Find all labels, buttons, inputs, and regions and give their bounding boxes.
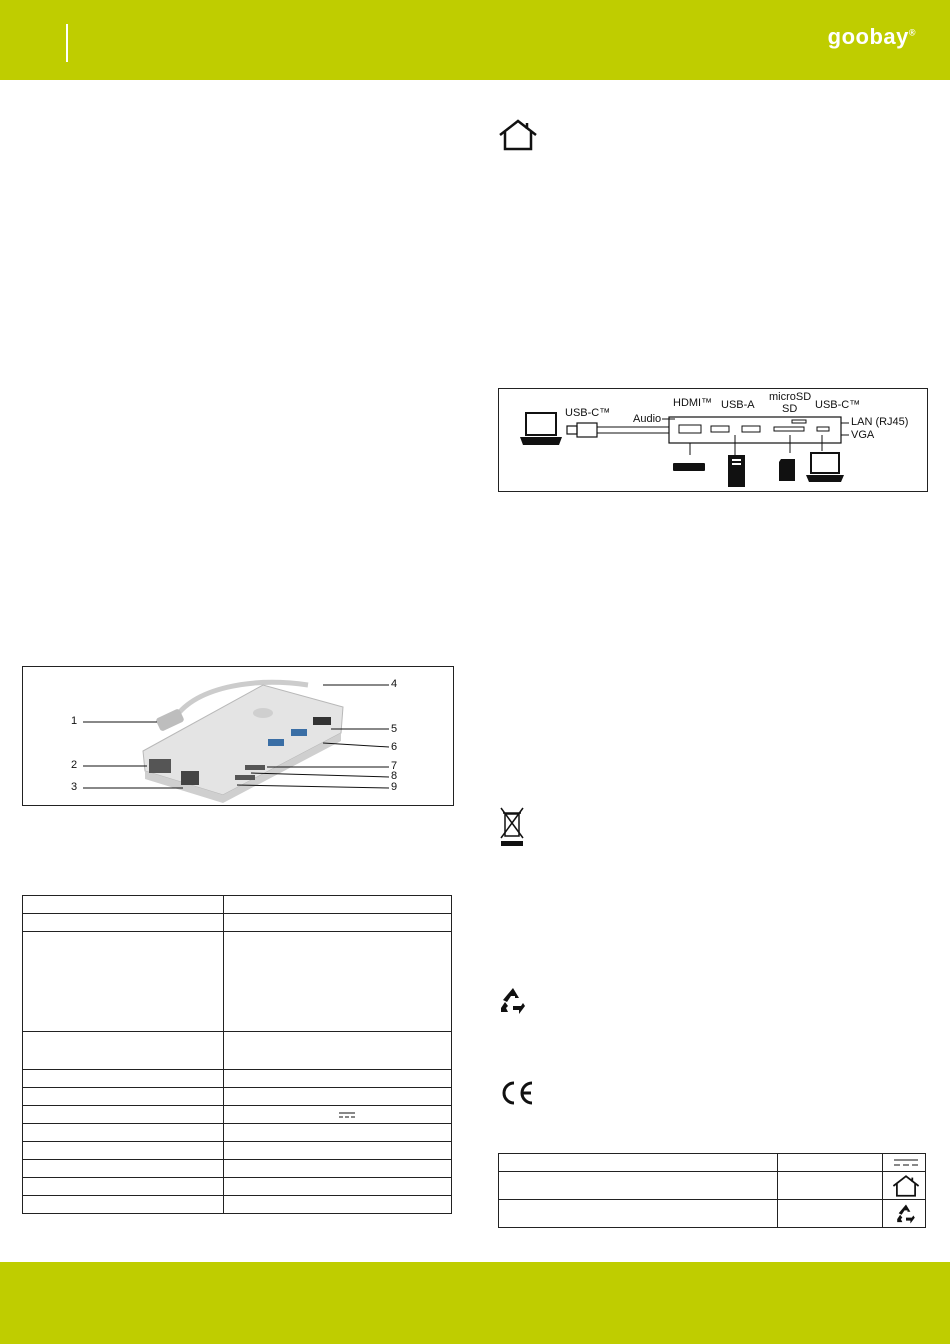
callout-8: 8 [391, 770, 398, 782]
spec-cell [224, 1088, 452, 1106]
spec-cell [224, 1032, 452, 1070]
spec-cell [224, 1196, 452, 1214]
brand-logo [828, 24, 916, 50]
spec-cell [23, 1124, 224, 1142]
header-bar [0, 0, 950, 80]
label-microsd: microSD [769, 391, 812, 403]
callout-6: 6 [391, 741, 398, 753]
spec-cell [23, 1032, 224, 1070]
callout-3: 3 [71, 781, 78, 793]
label-lan: LAN (RJ45) [851, 416, 909, 428]
ce-mark-icon [498, 1080, 536, 1106]
spec-cell [224, 932, 452, 1032]
specification-table [22, 895, 452, 1214]
callout-1: 1 [71, 715, 78, 727]
header-divider [66, 24, 68, 62]
callout-9: 9 [391, 781, 398, 793]
label-usb-c-left: USB-C™ [565, 407, 611, 419]
spec-cell [23, 932, 224, 1032]
callout-7: 7 [391, 760, 398, 772]
house-icon [498, 118, 538, 152]
label-audio: Audio [633, 413, 662, 425]
label-vga: VGA [851, 429, 875, 441]
sd-card-icon [779, 459, 795, 481]
symbol-cell [883, 1172, 926, 1200]
spec-cell [23, 1178, 224, 1196]
spec-cell [23, 1106, 224, 1124]
dc-symbol-icon [338, 1111, 356, 1119]
symbol-cell [499, 1172, 778, 1200]
dc-symbol-icon [893, 1158, 919, 1168]
symbol-cell [778, 1200, 883, 1228]
laptop-left-icon [520, 413, 562, 445]
spec-cell [224, 1178, 452, 1196]
spec-cell [23, 1070, 224, 1088]
weee-bin-icon [500, 806, 524, 846]
symbol-cell [883, 1200, 926, 1228]
recycling-icon [895, 1203, 917, 1225]
recycling-icon [498, 986, 528, 1016]
spec-cell [23, 1088, 224, 1106]
laptop-right-icon [806, 453, 844, 482]
spec-cell [224, 1142, 452, 1160]
spec-cell [23, 1196, 224, 1214]
label-usb-c-right: USB-C™ [815, 399, 861, 411]
label-sd: SD [782, 403, 798, 415]
spec-cell [224, 1106, 452, 1124]
spec-cell [224, 914, 452, 932]
connection-diagram [498, 388, 928, 492]
brand-registered-mark: ® [908, 27, 916, 38]
brand-name: goobay [827, 24, 909, 49]
product-figure [22, 666, 454, 806]
label-usb-a: USB-A [721, 399, 755, 411]
symbol-cell [499, 1200, 778, 1228]
usb-c-hub-image [23, 667, 453, 805]
callout-4: 4 [391, 678, 398, 690]
house-icon [892, 1174, 920, 1198]
footer-bar [0, 1262, 950, 1344]
spec-cell [224, 1160, 452, 1178]
spec-cell [23, 914, 224, 932]
spec-cell [23, 896, 224, 914]
spec-cell [224, 1070, 452, 1088]
symbol-cell [778, 1172, 883, 1200]
spec-cell [23, 1160, 224, 1178]
spec-cell [23, 1142, 224, 1160]
spec-cell [224, 896, 452, 914]
symbol-cell [499, 1154, 778, 1172]
callout-5: 5 [391, 723, 398, 735]
callout-2: 2 [71, 759, 78, 771]
hdmi-display-icon [673, 463, 705, 471]
label-hdmi: HDMI™ [673, 397, 713, 409]
spec-cell [224, 1124, 452, 1142]
symbol-cell [778, 1154, 883, 1172]
symbol-cell [883, 1154, 926, 1172]
symbol-table [498, 1153, 926, 1228]
